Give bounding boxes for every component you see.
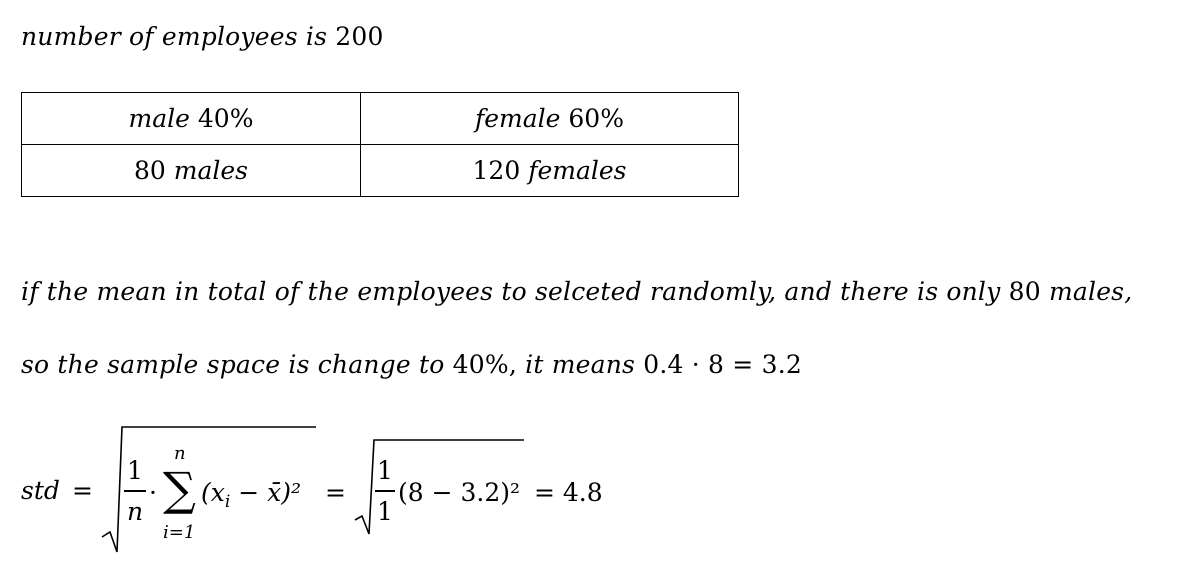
statement-expression: 0.4 · 8 = 3.2 [643,350,802,379]
frac2-numerator: 1 [377,456,393,485]
cell-word: male [128,104,190,133]
frac2-denominator: 1 [377,497,393,526]
statement-value: 40%, [452,350,517,379]
cell-word: males [173,156,248,185]
summand-subscript: i [224,492,231,512]
gender-distribution-table [21,92,739,197]
cell-value: 40% [197,104,254,133]
summand-rest: − x̄)² [230,478,302,507]
cell-word: females [528,156,627,185]
frac1-denominator: n [127,497,144,526]
frac2-bar [375,490,395,492]
table-cell-male-count [22,145,361,197]
table-cell-female-count [361,145,739,197]
frac1-bar [124,490,146,492]
cell-value: 80 [134,156,166,185]
formula-term: (8 − 3.2)² [398,478,521,507]
statement-tail: males, [1048,277,1133,306]
heading-value: 200 [335,22,384,51]
heading-text: number of employees is [21,22,328,51]
sum-lower-limit: i=1 [163,522,196,543]
frac1-numerator: 1 [127,456,143,485]
formula-dot: · [149,478,157,507]
statement-value: 80 [1008,277,1041,306]
table-row [22,145,739,197]
statement-line-2 [21,350,802,379]
statement-text: if the mean in total of the employees to selceted randomly, and there is only [21,277,1001,306]
statement-text: so the sample space is change to [21,350,445,379]
heading-line [21,22,384,51]
table-row [22,93,739,145]
summand-open: (x [201,478,225,507]
sum-symbol: ∑ [163,462,196,516]
formula-equals: = [72,476,93,505]
table-cell-male-percent [22,93,361,145]
cell-value: 120 [472,156,521,185]
cell-value: 60% [568,104,624,133]
summand [201,478,301,512]
sum-upper-limit: n [174,443,186,464]
statement-text: it means [525,350,636,379]
formula-result: = 4.8 [534,478,603,507]
table-cell-female-percent [361,93,739,145]
statement-line-1 [21,277,1132,306]
formula-lhs: std [21,476,60,505]
cell-word: female [475,104,561,133]
formula-equals-2: = [325,478,346,507]
